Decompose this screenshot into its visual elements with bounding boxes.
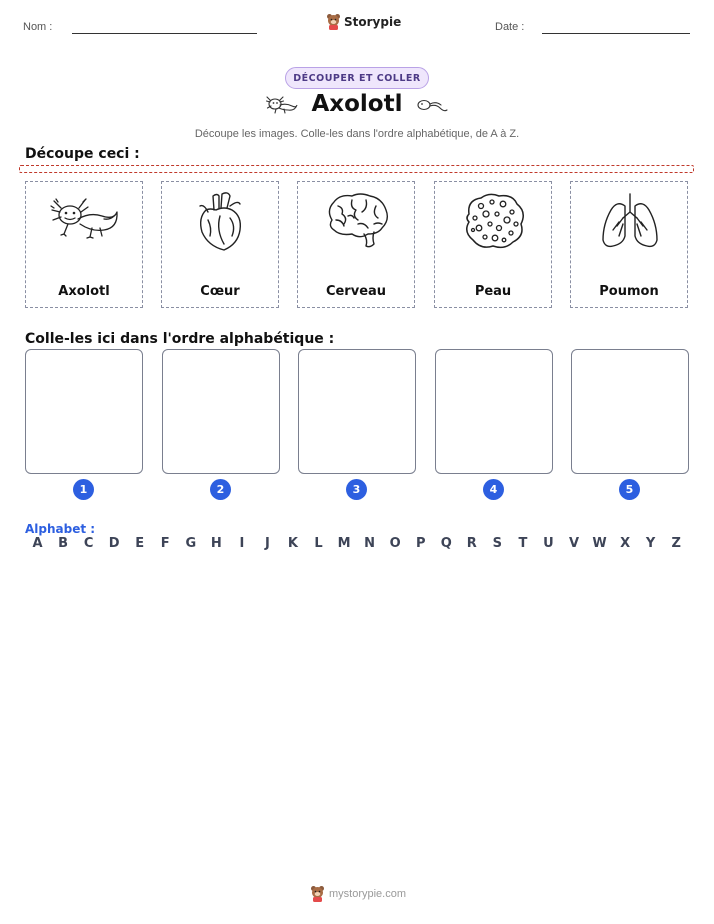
cut-card-axolotl[interactable] bbox=[25, 181, 143, 308]
cut-card-skin[interactable] bbox=[434, 181, 552, 308]
alphabet-letter: K bbox=[287, 536, 298, 551]
heart-icon bbox=[186, 190, 256, 252]
paste-slot-2[interactable] bbox=[162, 349, 280, 474]
alphabet-letter: P bbox=[415, 536, 426, 551]
cut-card-lungs[interactable] bbox=[570, 181, 688, 308]
alphabet-letter: O bbox=[389, 536, 401, 551]
alphabet-letter: G bbox=[185, 536, 197, 551]
paste-slot-5[interactable] bbox=[571, 349, 689, 474]
bear-icon bbox=[310, 885, 325, 902]
alphabet-letter: B bbox=[58, 536, 68, 551]
card-label: Axolotl bbox=[58, 284, 110, 299]
paste-slot-4[interactable] bbox=[435, 349, 553, 474]
tadpole-icon bbox=[416, 97, 448, 115]
brand-name: Storypie bbox=[344, 14, 402, 29]
slot-number-badge: 3 bbox=[346, 479, 367, 500]
brain-icon bbox=[322, 190, 392, 250]
alphabet-letter: Y bbox=[645, 536, 656, 551]
alphabet-letter: Q bbox=[440, 536, 452, 551]
paste-heading: Colle-les ici dans l'ordre alphabétique : bbox=[25, 331, 335, 347]
alphabet-letter: V bbox=[568, 536, 580, 551]
cut-card-brain[interactable] bbox=[297, 181, 415, 308]
card-label: Poumon bbox=[599, 284, 659, 299]
bear-icon bbox=[326, 13, 341, 30]
alphabet-letter: C bbox=[83, 536, 94, 551]
slot-number-badge: 2 bbox=[210, 479, 231, 500]
brand-logo bbox=[326, 13, 401, 30]
alphabet-letter: A bbox=[32, 536, 43, 551]
alphabet-letter: U bbox=[543, 536, 554, 551]
alphabet-letter: W bbox=[592, 536, 607, 551]
alphabet-letter: L bbox=[314, 536, 323, 551]
alphabet-letter: D bbox=[108, 536, 120, 551]
instructions: Découpe les images. Colle-les dans l'ordre alphabétique, de A à Z. bbox=[194, 128, 520, 140]
page-title: Axolotl bbox=[311, 91, 403, 117]
paste-slot-3[interactable] bbox=[298, 349, 416, 474]
alphabet-letter: J bbox=[265, 536, 270, 551]
date-label: Date : bbox=[495, 21, 525, 33]
date-line[interactable] bbox=[542, 33, 690, 34]
cut-heading: Découpe ceci : bbox=[25, 146, 140, 162]
cut-line bbox=[19, 165, 694, 173]
alphabet-letter: R bbox=[466, 536, 477, 551]
alphabet-letter: I bbox=[239, 536, 245, 551]
cut-card-heart[interactable] bbox=[161, 181, 279, 308]
axolotl-icon bbox=[50, 190, 120, 250]
alphabet-row bbox=[25, 536, 689, 551]
slot-number-badge: 5 bbox=[619, 479, 640, 500]
alphabet-letter: Z bbox=[671, 536, 681, 551]
alphabet-letter: N bbox=[364, 536, 376, 551]
card-label: Cerveau bbox=[325, 284, 387, 299]
alphabet-label: Alphabet : bbox=[25, 522, 96, 536]
name-line[interactable] bbox=[72, 33, 257, 34]
card-label: Peau bbox=[474, 284, 512, 299]
paste-slot-1[interactable] bbox=[25, 349, 143, 474]
skin-icon bbox=[459, 190, 529, 252]
alphabet-letter: H bbox=[210, 536, 222, 551]
slot-number-badge: 4 bbox=[483, 479, 504, 500]
lungs-icon bbox=[595, 190, 665, 252]
footer-site: mystorypie.com bbox=[329, 887, 407, 900]
name-label: Nom : bbox=[23, 21, 53, 33]
alphabet-letter: T bbox=[518, 536, 528, 551]
alphabet-letter: X bbox=[620, 536, 631, 551]
card-label: Cœur bbox=[200, 284, 240, 299]
footer bbox=[310, 885, 406, 902]
activity-badge: DÉCOUPER ET COLLER bbox=[285, 67, 429, 89]
slot-number-badge: 1 bbox=[73, 479, 94, 500]
alphabet-letter: M bbox=[337, 536, 351, 551]
alphabet-letter: F bbox=[160, 536, 170, 551]
alphabet-letter: E bbox=[135, 536, 145, 551]
alphabet-letter: S bbox=[492, 536, 503, 551]
